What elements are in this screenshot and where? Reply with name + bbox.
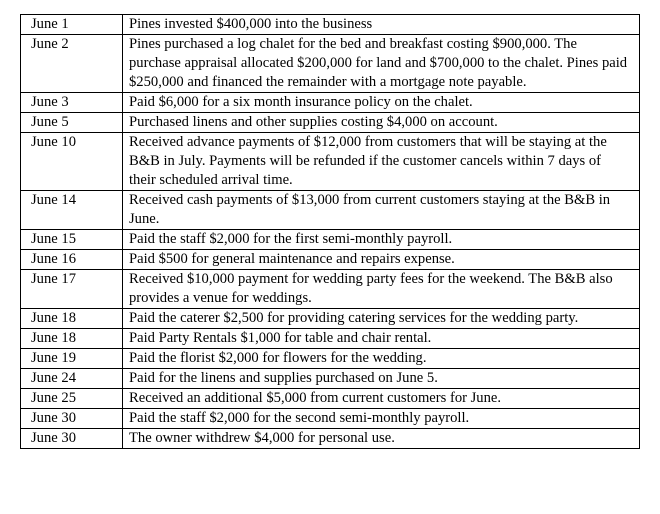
table-row	[21, 429, 640, 449]
table-row	[21, 389, 640, 409]
table-row	[21, 15, 640, 35]
transaction-description: Received advance payments of $12,000 from customers that will be staying at the B&B in July. Payments will be refunded if the customer cancels within 7 days of their scheduled arrival time.	[123, 133, 640, 191]
transaction-date: June 19	[21, 349, 123, 369]
transaction-description: Paid the florist $2,000 for flowers for the wedding.	[123, 349, 640, 369]
transaction-date: June 30	[21, 429, 123, 449]
transaction-date: June 30	[21, 409, 123, 429]
transaction-description: Received cash payments of $13,000 from current customers staying at the B&B in June.	[123, 191, 640, 230]
transaction-description: Purchased linens and other supplies costing $4,000 on account.	[123, 113, 640, 133]
table-row	[21, 133, 640, 191]
table-row	[21, 230, 640, 250]
transaction-description: Pines invested $400,000 into the business	[123, 15, 640, 35]
transaction-description: Paid for the linens and supplies purchased on June 5.	[123, 369, 640, 389]
transaction-date: June 3	[21, 93, 123, 113]
table-row	[21, 349, 640, 369]
transaction-date: June 1	[21, 15, 123, 35]
transaction-date: June 5	[21, 113, 123, 133]
transaction-date: June 14	[21, 191, 123, 230]
transaction-date: June 2	[21, 35, 123, 93]
table-row	[21, 250, 640, 270]
transaction-description: The owner withdrew $4,000 for personal use.	[123, 429, 640, 449]
table-row	[21, 191, 640, 230]
transaction-description: Received $10,000 payment for wedding party fees for the weekend. The B&B also provides a venue for weddings.	[123, 270, 640, 309]
transaction-description: Paid the staff $2,000 for the first semi-monthly payroll.	[123, 230, 640, 250]
transaction-date: June 10	[21, 133, 123, 191]
transaction-date: June 24	[21, 369, 123, 389]
transaction-date: June 18	[21, 309, 123, 329]
table-row	[21, 369, 640, 389]
transaction-description: Pines purchased a log chalet for the bed and breakfast costing $900,000. The purchase appraisal allocated $200,000 for land and $700,000 to the chalet. Pines paid $250,000 and financed the remainder with a mortgage note payable.	[123, 35, 640, 93]
transaction-date: June 18	[21, 329, 123, 349]
transaction-date: June 25	[21, 389, 123, 409]
transaction-date: June 15	[21, 230, 123, 250]
table-row	[21, 329, 640, 349]
table-row	[21, 409, 640, 429]
transaction-description: Received an additional $5,000 from current customers for June.	[123, 389, 640, 409]
table-row	[21, 270, 640, 309]
transaction-description: Paid Party Rentals $1,000 for table and chair rental.	[123, 329, 640, 349]
transaction-description: Paid $6,000 for a six month insurance policy on the chalet.	[123, 93, 640, 113]
transaction-date: June 17	[21, 270, 123, 309]
table-row	[21, 113, 640, 133]
transaction-description: Paid the staff $2,000 for the second semi-monthly payroll.	[123, 409, 640, 429]
table-row	[21, 309, 640, 329]
transaction-description: Paid $500 for general maintenance and repairs expense.	[123, 250, 640, 270]
transactions-table	[20, 14, 640, 449]
table-row	[21, 35, 640, 93]
transaction-date: June 16	[21, 250, 123, 270]
transaction-description: Paid the caterer $2,500 for providing catering services for the wedding party.	[123, 309, 640, 329]
table-row	[21, 93, 640, 113]
